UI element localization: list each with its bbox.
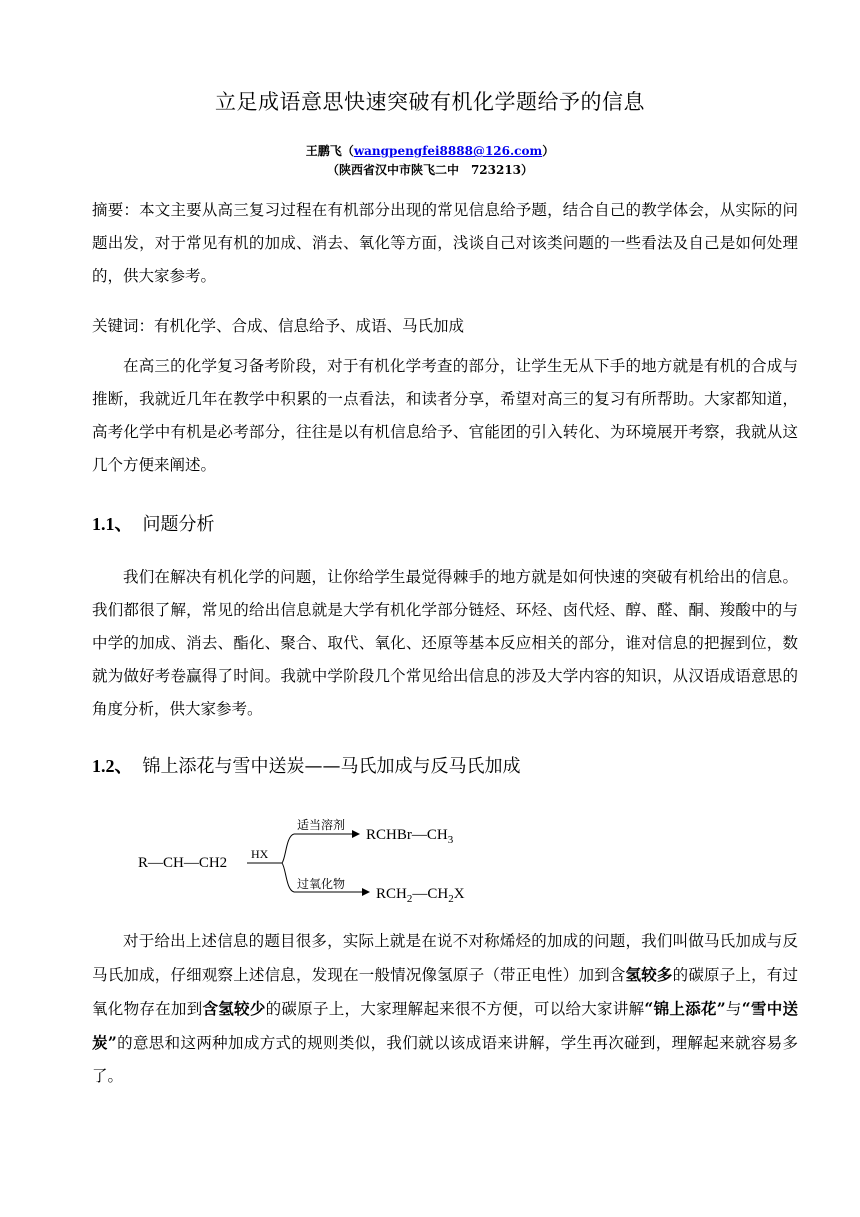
author-close-paren: ） [542, 144, 555, 158]
explanation-text: 的碳原子上，大家理解起来很不方便，可以给大家讲解 [265, 1000, 645, 1018]
reactant-formula: R—CH—CH2 [138, 855, 228, 871]
keywords-line: 关键词：有机化学、合成、信息给予、成语、马氏加成 [92, 317, 465, 335]
section-title: 问题分析 [142, 514, 215, 535]
author-email-link[interactable]: wangpengfei8888@126.com [353, 144, 543, 158]
product-top: $RCHBr—CH_3$ [366, 827, 454, 846]
reagent-label: HX [251, 847, 269, 861]
explanation-text: 对于给出上述信息的题目很多，实际上就是在说不对称烯烃的加成的问题，我们叫做马氏加成与反马氏加成，仔细观察上述信息，发现在一般情况像氢原子（带正电性）加到含 [92, 932, 798, 984]
idiom-jinshang-tianhua: “锦上添花” [644, 999, 726, 1018]
emphasis-more-hydrogen: 氢较多 [625, 965, 673, 984]
branch-brace [282, 834, 294, 892]
arrow-bottom-head [362, 888, 370, 896]
author-name: 王鹏飞 [305, 144, 342, 158]
section-heading-1-1 [92, 510, 215, 536]
author-open-paren: （ [341, 144, 354, 158]
condition-bottom: 过氧化物 [297, 877, 346, 891]
arrow-top-head [352, 830, 360, 838]
emphasis-less-hydrogen: 含氢较少 [202, 999, 266, 1018]
intro-paragraph: 在高三的化学复习备考阶段，对于有机化学考查的部分，让学生无从下手的地方就是有机的合成与推断，我就近几年在教学中积累的一点看法，和读者分享，希望对高三的复习有所帮助。大家都知道，高考化学中有机是必考部分，往往是以有机信息给予、官能团的引入转化、为环境展开考察，我就从这几个方便来阐述。 [92, 357, 798, 474]
idiom-xuezhong-songtan: “雪中送炭” [92, 999, 798, 1052]
explanation-text: 的意思和这两种加成方式的规则类似，我们就以该成语来讲解，学生再次碰到，理解起来就容易多了。 [92, 1034, 798, 1085]
author-line [0, 142, 860, 159]
section-title: 锦上添花与雪中送炭——马氏加成与反马氏加成 [142, 756, 521, 777]
explanation-text: 的碳原子上，有过氧化物存在加到 [92, 966, 798, 1018]
condition-top: 适当溶剂 [297, 818, 346, 832]
explanation-paragraph [92, 925, 798, 1093]
author-affiliation: （陕西省汉中市陕飞二中 723213） [326, 163, 534, 177]
section-number: 1.2、 [92, 756, 133, 776]
reaction-scheme [130, 808, 510, 908]
section-number: 1.1、 [92, 514, 133, 534]
section-1-1-body: 我们在解决有机化学的问题，让你给学生最觉得棘手的地方就是如何快速的突破有机给出的信息。我们都很了解，常见的给出信息就是大学有机化学部分链烃、环烃、卤代烃、醇、醛、酮、羧酸中的与中学的加成、消去、酯化、聚合、取代、氧化、还原等基本反应相关的部分，谁对信息的把握到位，数就为做好考卷赢得了时间。我就中学阶段几个常见给出信息的涉及大学内容的知识，从汉语成语意思的角度分析，供大家参考。 [92, 568, 798, 718]
paper-title: 立足成语意思快速突破有机化学题给予的信息 [215, 90, 645, 114]
explanation-text: 与 [725, 1000, 742, 1018]
section-heading-1-2 [92, 752, 521, 778]
product-bottom: $RCH_2—CH_2X$ [376, 886, 465, 905]
abstract-paragraph: 摘要：本文主要从高三复习过程在有机部分出现的常见信息给予题，结合自己的教学体会，从实际的问题出发，对于常见有机的加成、消去、氧化等方面，浅谈自己对该类问题的一些看法及自己是如何处理的，供大家参考。 [92, 201, 798, 285]
